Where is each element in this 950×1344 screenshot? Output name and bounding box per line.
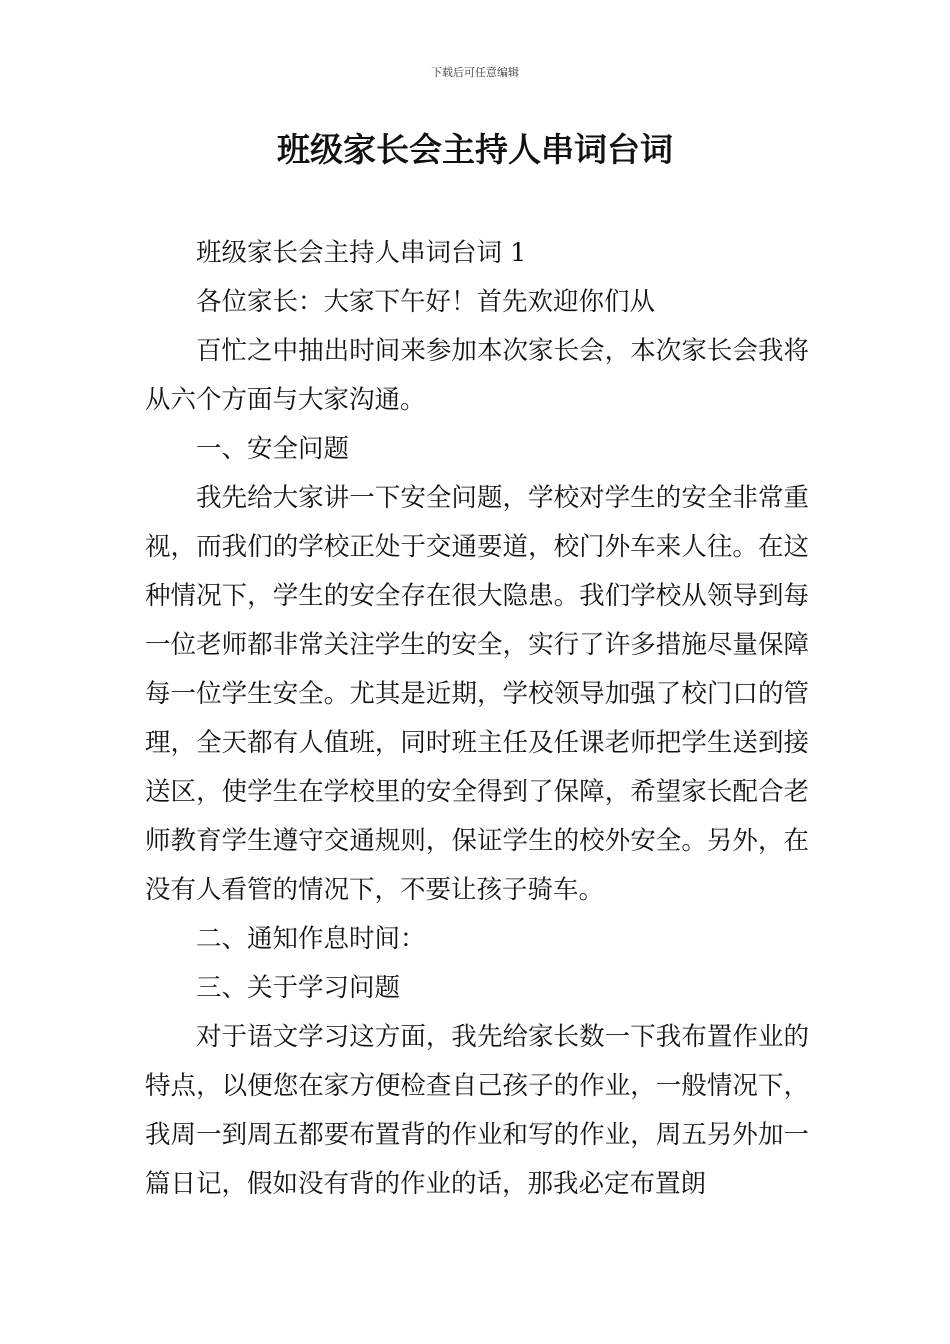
greeting-paragraph: 各位家长：大家下午好！首先欢迎你们从 <box>196 287 656 317</box>
section-heading-study: 三、关于学习问题 <box>196 973 401 1003</box>
document-body <box>145 229 809 1209</box>
intro-paragraph: 百忙之中抽出时间来参加本次家长会，本次家长会我将从六个方面与大家沟通。 <box>145 336 809 415</box>
safety-paragraph: 我先给大家讲一下安全问题，学校对学生的安全非常重视，而我们的学校正处于交通要道，校门外车来人往。在这种情况下，学生的安全存在很大隐患。我们学校从领导到每一位老师都非常关注学生的安全，实行了许多措施尽量保障每一位学生安全。尤其是近期，学校领导加强了校门口的管理，全天都有人值班，同时班主任及任课老师把学生送到接送区，使学生在学校里的安全得到了保障，希望家长配合老师教育学生遵守交通规则，保证学生的校外安全。另外，在没有人看管的情况下，不要让孩子骑车。 <box>145 483 809 905</box>
section-heading-safety: 一、安全问题 <box>196 434 350 464</box>
study-paragraph: 对于语文学习这方面，我先给家长数一下我布置作业的特点，以便您在家方便检查自己孩子的作业，一般情况下，我周一到周五都要布置背的作业和写的作业，周五另外加一篇日记，假如没有背的作业的话，那我必定布置朗 <box>145 1022 809 1199</box>
document-title: 班级家长会主持人串词台词 <box>277 130 673 169</box>
subtitle-paragraph: 班级家长会主持人串词台词 1 <box>196 238 527 268</box>
header-note: 下载后可任意编辑 <box>431 66 519 79</box>
section-heading-schedule: 二、通知作息时间： <box>196 924 426 954</box>
